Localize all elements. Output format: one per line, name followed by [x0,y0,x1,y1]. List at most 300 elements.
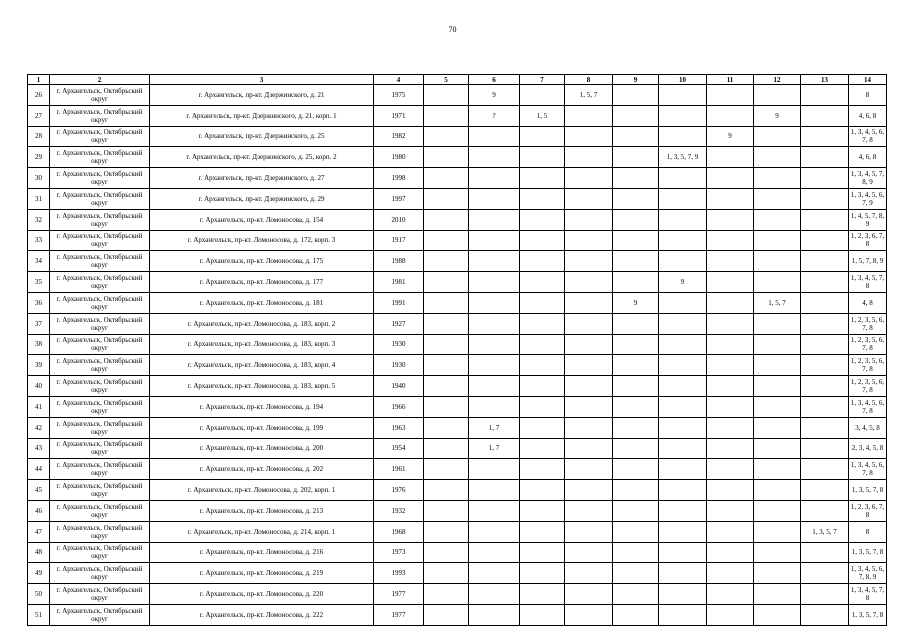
table-row [28,126,887,147]
column-header: 14 [849,75,887,85]
col7-cell [520,334,565,355]
col7-cell [520,417,565,438]
year-cell: 1993 [374,563,424,584]
col6-cell [469,188,520,209]
col7-cell [520,230,565,251]
col10-cell [659,85,707,106]
col6-cell [469,563,520,584]
district-cell: г. Архангельск, Октябрьский округ [50,584,150,605]
col7-cell [520,272,565,293]
col7-cell [520,521,565,542]
table-row [28,105,887,126]
col8-cell [565,459,613,480]
address-cell: г. Архангельск, пр-кт. Ломоносова, д. 214, корп. 1 [150,521,374,542]
col10-cell [659,188,707,209]
col10-cell [659,376,707,397]
address-cell: г. Архангельск, пр-кт. Дзержинского, д. 25 [150,126,374,147]
col14-cell: 8 [849,521,887,542]
col5-cell [424,85,469,106]
district-cell: г. Архангельск, Октябрьский округ [50,126,150,147]
row-number-cell: 34 [28,251,50,272]
col6-cell [469,355,520,376]
col13-cell [801,272,849,293]
table-row [28,459,887,480]
year-cell: 1961 [374,459,424,480]
col12-cell: 1, 5, 7 [754,292,801,313]
table-row [28,584,887,605]
col5-cell [424,355,469,376]
col13-cell [801,459,849,480]
year-cell: 1927 [374,313,424,334]
col12-cell [754,521,801,542]
table-row [28,251,887,272]
col9-cell [613,147,659,168]
year-cell: 1975 [374,85,424,106]
row-number-cell: 35 [28,272,50,293]
col12-cell [754,500,801,521]
col8-cell [565,376,613,397]
col6-cell [469,272,520,293]
row-number-cell: 37 [28,313,50,334]
district-cell: г. Архангельск, Октябрьский округ [50,272,150,293]
row-number-cell: 42 [28,417,50,438]
row-number-cell: 36 [28,292,50,313]
col10-cell [659,521,707,542]
table-row [28,396,887,417]
col14-cell: 1, 3, 5, 7, 8 [849,604,887,625]
year-cell: 1932 [374,500,424,521]
col13-cell [801,251,849,272]
col12-cell [754,355,801,376]
col13-cell [801,85,849,106]
address-cell: г. Архангельск, пр-кт. Дзержинского, д. 29 [150,188,374,209]
district-cell: г. Архангельск, Октябрьский округ [50,563,150,584]
col12-cell [754,604,801,625]
table-row [28,417,887,438]
col11-cell [707,230,754,251]
col5-cell [424,188,469,209]
year-cell: 1977 [374,604,424,625]
col7-cell [520,188,565,209]
col13-cell [801,542,849,563]
col8-cell [565,521,613,542]
address-cell: г. Архангельск, пр-кт. Ломоносова, д. 175 [150,251,374,272]
district-cell: г. Архангельск, Октябрьский округ [50,417,150,438]
address-cell: г. Архангельск, пр-кт. Ломоносова, д. 154 [150,209,374,230]
row-number-cell: 48 [28,542,50,563]
col5-cell [424,313,469,334]
address-cell: г. Архангельск, пр-кт. Ломоносова, д. 199 [150,417,374,438]
col6-cell [469,168,520,189]
col7-cell [520,459,565,480]
col5-cell [424,105,469,126]
table-row [28,500,887,521]
address-cell: г. Архангельск, пр-кт. Дзержинского, д. 21, корп. 1 [150,105,374,126]
district-cell: г. Архангельск, Октябрьский округ [50,604,150,625]
col10-cell [659,542,707,563]
row-number-cell: 43 [28,438,50,459]
col11-cell [707,188,754,209]
col10-cell [659,417,707,438]
housing-register-table [27,74,887,626]
col6-cell [469,126,520,147]
col5-cell [424,230,469,251]
col5-cell [424,272,469,293]
year-cell: 1966 [374,396,424,417]
col10-cell: 1, 3, 5, 7, 9 [659,147,707,168]
col12-cell: 9 [754,105,801,126]
col5-cell [424,438,469,459]
address-cell: г. Архангельск, пр-кт. Ломоносова, д. 216 [150,542,374,563]
col12-cell [754,251,801,272]
col7-cell [520,376,565,397]
table-row [28,355,887,376]
row-number-cell: 51 [28,604,50,625]
col11-cell [707,376,754,397]
col12-cell [754,396,801,417]
address-cell: г. Архангельск, пр-кт. Ломоносова, д. 219 [150,563,374,584]
table-row [28,480,887,501]
col9-cell: 9 [613,292,659,313]
column-header: 10 [659,75,707,85]
col9-cell [613,251,659,272]
column-header: 12 [754,75,801,85]
col6-cell [469,230,520,251]
col8-cell [565,292,613,313]
district-cell: г. Архангельск, Октябрьский округ [50,313,150,334]
address-cell: г. Архангельск, пр-кт. Ломоносова, д. 194 [150,396,374,417]
col14-cell: 1, 4, 5, 7, 8, 9 [849,209,887,230]
address-cell: г. Архангельск, пр-кт. Ломоносова, д. 202 [150,459,374,480]
header-row [28,75,887,85]
col14-cell: 4, 6, 8 [849,105,887,126]
col12-cell [754,480,801,501]
row-number-cell: 28 [28,126,50,147]
col11-cell [707,417,754,438]
col7-cell [520,480,565,501]
row-number-cell: 39 [28,355,50,376]
col5-cell [424,480,469,501]
address-cell: г. Архангельск, пр-кт. Ломоносова, д. 181 [150,292,374,313]
col12-cell [754,584,801,605]
year-cell: 1988 [374,251,424,272]
table-row [28,272,887,293]
col7-cell [520,438,565,459]
col10-cell [659,500,707,521]
col5-cell [424,168,469,189]
col9-cell [613,272,659,293]
col11-cell [707,251,754,272]
col10-cell: 9 [659,272,707,293]
district-cell: г. Архангельск, Октябрьский округ [50,500,150,521]
col6-cell: 1, 7 [469,417,520,438]
col11-cell [707,105,754,126]
col7-cell [520,396,565,417]
year-cell: 1976 [374,480,424,501]
col10-cell [659,334,707,355]
col6-cell [469,604,520,625]
col8-cell [565,313,613,334]
table-body [28,85,887,626]
col6-cell [469,209,520,230]
col8-cell [565,188,613,209]
table-row [28,147,887,168]
row-number-cell: 27 [28,105,50,126]
col7-cell [520,209,565,230]
col9-cell [613,459,659,480]
table-row [28,209,887,230]
col14-cell: 1, 3, 5, 7, 8 [849,542,887,563]
col7-cell [520,542,565,563]
col6-cell [469,147,520,168]
district-cell: г. Архангельск, Октябрьский округ [50,168,150,189]
col5-cell [424,521,469,542]
col9-cell [613,396,659,417]
column-header: 2 [50,75,150,85]
col8-cell [565,604,613,625]
row-number-cell: 29 [28,147,50,168]
col12-cell [754,126,801,147]
col14-cell: 1, 3, 4, 5, 6, 7, 8, 9 [849,563,887,584]
col10-cell [659,355,707,376]
col10-cell [659,105,707,126]
col13-cell [801,417,849,438]
col14-cell: 4, 8 [849,292,887,313]
col13-cell [801,209,849,230]
col14-cell: 1, 3, 4, 5, 7, 8, 9 [849,168,887,189]
col14-cell: 1, 3, 4, 5, 7, 8 [849,584,887,605]
col6-cell [469,334,520,355]
col13-cell [801,168,849,189]
col10-cell [659,313,707,334]
year-cell: 1980 [374,147,424,168]
year-cell: 1973 [374,542,424,563]
col14-cell: 4, 6, 8 [849,147,887,168]
address-cell: г. Архангельск, пр-кт. Ломоносова, д. 177 [150,272,374,293]
page-number: 70 [448,25,457,34]
col5-cell [424,334,469,355]
col14-cell: 1, 2, 3, 5, 6, 7, 8 [849,334,887,355]
col6-cell [469,459,520,480]
row-number-cell: 31 [28,188,50,209]
col7-cell: 1, 5 [520,105,565,126]
col12-cell [754,188,801,209]
col11-cell [707,542,754,563]
col11-cell [707,396,754,417]
district-cell: г. Архангельск, Октябрьский округ [50,459,150,480]
col9-cell [613,126,659,147]
column-header: 13 [801,75,849,85]
col11-cell [707,563,754,584]
col13-cell [801,230,849,251]
col13-cell [801,126,849,147]
district-cell: г. Архангельск, Октябрьский округ [50,355,150,376]
col9-cell [613,500,659,521]
col10-cell [659,230,707,251]
col5-cell [424,376,469,397]
address-cell: г. Архангельск, пр-кт. Дзержинского, д. 25, корп. 2 [150,147,374,168]
year-cell: 1963 [374,417,424,438]
col6-cell [469,396,520,417]
col5-cell [424,604,469,625]
col8-cell [565,105,613,126]
col7-cell [520,604,565,625]
column-header: 4 [374,75,424,85]
table-row [28,438,887,459]
year-cell: 1930 [374,355,424,376]
col11-cell [707,604,754,625]
address-cell: г. Архангельск, пр-кт. Дзержинского, д. 27 [150,168,374,189]
table-row [28,521,887,542]
col13-cell [801,604,849,625]
table-row [28,376,887,397]
col13-cell [801,438,849,459]
col10-cell [659,584,707,605]
district-cell: г. Архангельск, Октябрьский округ [50,209,150,230]
district-cell: г. Архангельск, Октябрьский округ [50,480,150,501]
col12-cell [754,147,801,168]
col12-cell [754,459,801,480]
table-row [28,292,887,313]
year-cell: 1954 [374,438,424,459]
table-row [28,188,887,209]
col12-cell [754,272,801,293]
col9-cell [613,230,659,251]
address-cell: г. Архангельск, пр-кт. Ломоносова, д. 220 [150,584,374,605]
col9-cell [613,604,659,625]
col13-cell [801,334,849,355]
column-header: 3 [150,75,374,85]
col14-cell: 1, 3, 4, 5, 6, 7, 8 [849,459,887,480]
column-header: 6 [469,75,520,85]
col13-cell [801,292,849,313]
col12-cell [754,230,801,251]
row-number-cell: 26 [28,85,50,106]
col14-cell: 1, 2, 3, 6, 7, 8 [849,230,887,251]
district-cell: г. Архангельск, Октябрьский округ [50,521,150,542]
col5-cell [424,147,469,168]
col13-cell [801,376,849,397]
col11-cell [707,209,754,230]
col6-cell [469,480,520,501]
col5-cell [424,292,469,313]
col5-cell [424,126,469,147]
col14-cell: 1, 5, 7, 8, 9 [849,251,887,272]
col8-cell [565,168,613,189]
row-number-cell: 41 [28,396,50,417]
year-cell: 1968 [374,521,424,542]
col6-cell [469,542,520,563]
col14-cell: 1, 2, 3, 5, 6, 7, 8 [849,376,887,397]
col8-cell [565,396,613,417]
district-cell: г. Архангельск, Октябрьский округ [50,376,150,397]
col9-cell [613,584,659,605]
col7-cell [520,85,565,106]
table-row [28,313,887,334]
col12-cell [754,376,801,397]
address-cell: г. Архангельск, пр-кт. Ломоносова, д. 200 [150,438,374,459]
col10-cell [659,396,707,417]
col11-cell [707,334,754,355]
col12-cell [754,417,801,438]
col8-cell [565,584,613,605]
col12-cell [754,438,801,459]
col9-cell [613,480,659,501]
row-number-cell: 50 [28,584,50,605]
col5-cell [424,459,469,480]
col6-cell: ? [469,105,520,126]
year-cell: 1971 [374,105,424,126]
col10-cell [659,168,707,189]
row-number-cell: 40 [28,376,50,397]
col11-cell [707,500,754,521]
row-number-cell: 46 [28,500,50,521]
col7-cell [520,500,565,521]
col7-cell [520,292,565,313]
col13-cell [801,188,849,209]
col13-cell [801,480,849,501]
col7-cell [520,147,565,168]
col11-cell [707,85,754,106]
col8-cell [565,500,613,521]
district-cell: г. Архангельск, Октябрьский округ [50,542,150,563]
column-header: 9 [613,75,659,85]
address-cell: г. Архангельск, пр-кт. Ломоносова, д. 183, корп. 5 [150,376,374,397]
col13-cell [801,584,849,605]
col10-cell [659,251,707,272]
col6-cell [469,584,520,605]
district-cell: г. Архангельск, Октябрьский округ [50,230,150,251]
col9-cell [613,542,659,563]
address-cell: г. Архангельск, пр-кт. Ломоносова, д. 213 [150,500,374,521]
col12-cell [754,313,801,334]
col6-cell [469,500,520,521]
district-cell: г. Архангельск, Октябрьский округ [50,396,150,417]
column-header: 11 [707,75,754,85]
col7-cell [520,584,565,605]
col9-cell [613,334,659,355]
row-number-cell: 30 [28,168,50,189]
col10-cell [659,292,707,313]
col6-cell: 1, 7 [469,438,520,459]
column-header: 7 [520,75,565,85]
col9-cell [613,521,659,542]
col10-cell [659,126,707,147]
col8-cell [565,438,613,459]
col10-cell [659,459,707,480]
address-cell: г. Архангельск, пр-кт. Ломоносова, д. 172, корп. 3 [150,230,374,251]
col14-cell: 1, 3, 5, 7, 8 [849,480,887,501]
col6-cell [469,313,520,334]
col9-cell [613,313,659,334]
col14-cell: 1, 2, 3, 5, 6, 7, 8 [849,313,887,334]
address-cell: г. Архангельск, пр-кт. Ломоносова, д. 222 [150,604,374,625]
row-number-cell: 49 [28,563,50,584]
col11-cell [707,438,754,459]
col11-cell [707,292,754,313]
col6-cell [469,292,520,313]
year-cell: 1981 [374,272,424,293]
col8-cell [565,251,613,272]
col14-cell: 1, 2, 3, 5, 6, 7, 8 [849,355,887,376]
col12-cell [754,209,801,230]
col8-cell: 1, 5, 7 [565,85,613,106]
col5-cell [424,209,469,230]
col11-cell [707,480,754,501]
col7-cell [520,563,565,584]
col13-cell [801,563,849,584]
col11-cell [707,272,754,293]
